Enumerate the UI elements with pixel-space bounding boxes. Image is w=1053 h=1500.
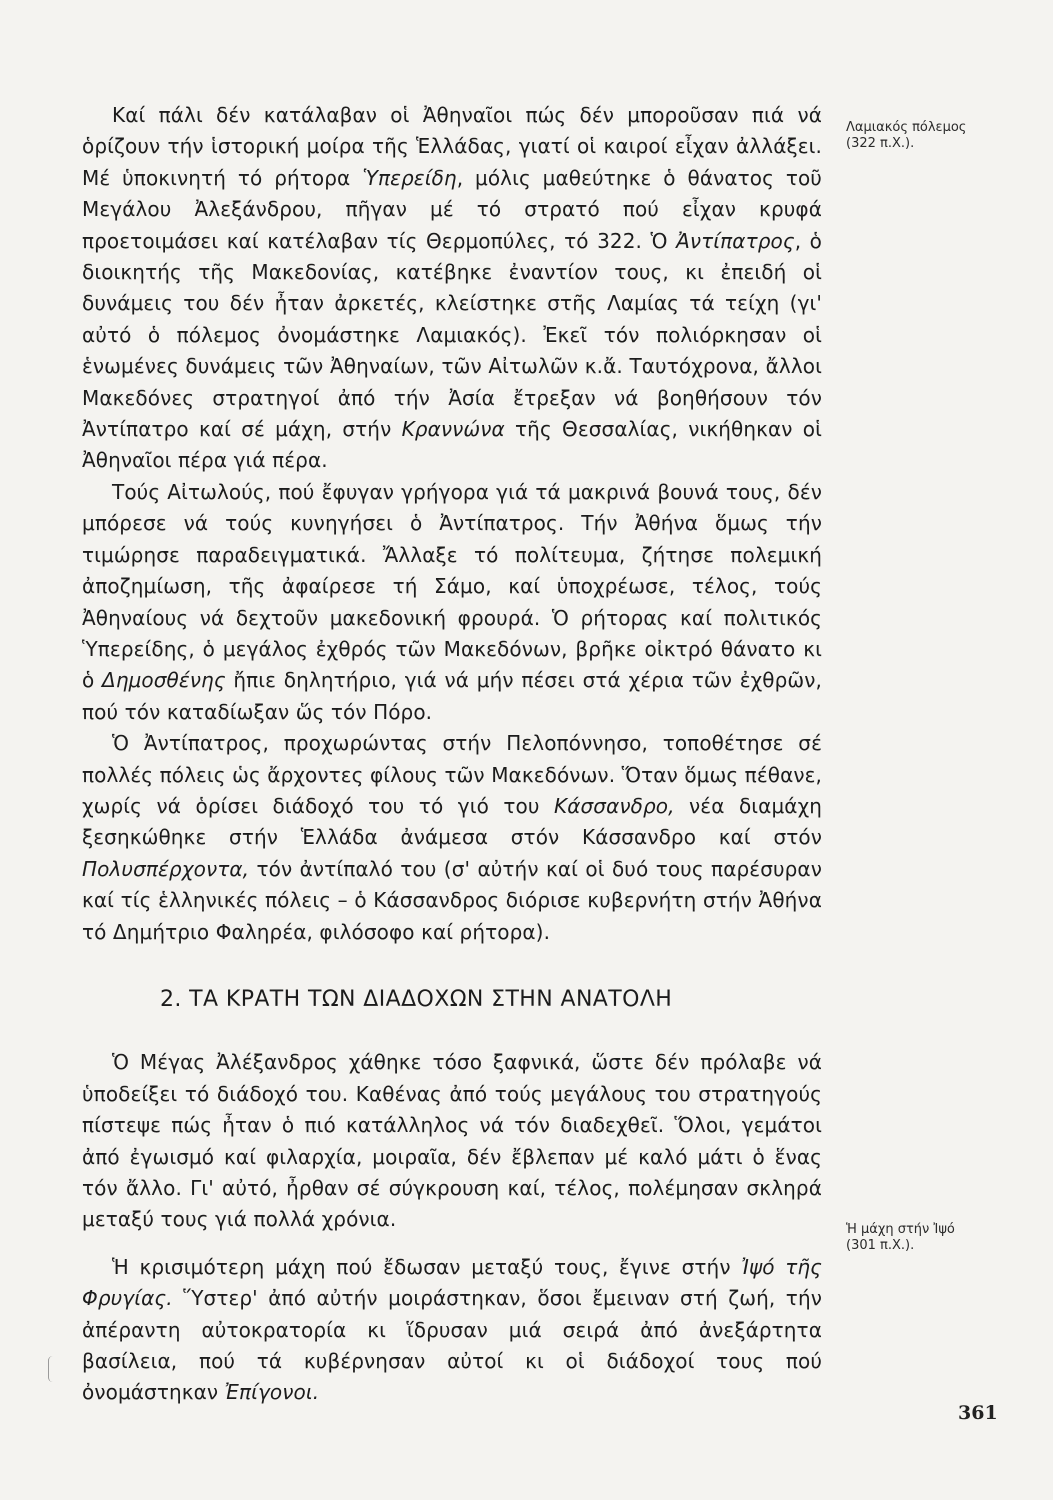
paragraph-battle-of-ipsus	[82, 1252, 822, 1409]
main-text	[82, 100, 822, 1409]
italic-name: Πολυσπέρχοντα,	[82, 856, 250, 881]
italic-name: Κάσσανδρο,	[554, 793, 675, 818]
paragraph-successors	[82, 1047, 822, 1235]
italic-name: Κραννώνα	[401, 417, 505, 442]
text-run: Ἡ κρισιμότερη μάχη πού ἔδωσαν μεταξύ τους, ἔγινε στήν	[112, 1254, 742, 1279]
page-number: 361	[958, 1402, 998, 1424]
italic-name: Ἰψό τῆς Φρυγίας.	[82, 1254, 822, 1311]
margin-note-line: (301 π.Χ.).	[846, 1238, 915, 1253]
text-run: Καί πάλι δέν κατάλαβαν οἱ Ἀθηναῖοι πώς δέν μποροῦσαν πιά νά ὁρίζουν τήν ἱστορική μοίρα τῆς Ἑλλάδας, γιατί οἱ καιροί εἶχαν ἀλλάξει. Μέ ὑποκινητή τό ρήτορα	[82, 103, 822, 190]
section-heading: 2. ΤΑ ΚΡΑΤΗ ΤΩΝ ΔΙΑΔΟΧΩΝ ΣΤΗΝ ΑΝΑΤΟΛΗ	[160, 986, 673, 1012]
italic-name: Ἐπίγονοι.	[224, 1380, 320, 1405]
text-run: τόν ἀντίπαλό του (σ' αὐτήν καί οἱ δυό τους παρέσυραν καί τίς ἑλληνικές πόλεις – ὁ Κάσσανδρος διόρισε κυβερνήτη στήν Ἀθήνα τό Δημήτριο Φαληρέα, φιλόσοφο καί ρήτορα).	[82, 856, 822, 944]
text-run: Ὕστερ' ἀπό αὐτήν μοιράστηκαν, ὅσοι ἔμειναν στή ζωή, τήν ἀπέραντη αὐτοκρατορία κι ἵδρυσαν μιά σειρά ἀπό ἀνεξάρτητα βασίλεια, πού τά κυβέρνησαν αὐτοί κι οἱ διάδοχοί τους πού ὀνομάστηκαν	[82, 1286, 822, 1405]
margin-note-lamian-war	[846, 120, 1026, 152]
text-run: , μόλις μαθεύτηκε ὁ θάνατος τοῦ Μεγάλου Ἀλεξάνδρου, πῆγαν μέ τό στρατό πού εἶχαν κρυφά προετοιμάσει καί κατέλαβαν τίς Θερμοπύλες, τό 322. Ὁ	[82, 165, 822, 253]
text-run: ἤπιε δηλητήριο, γιά νά μήν πέσει στά χέρια τῶν ἐχθρῶν, πού τόν καταδίωξαν ὥς τόν Πόρο.	[82, 668, 822, 724]
italic-name: Ἀντίπατρος	[676, 228, 795, 253]
italic-name: Δημοσθένης	[102, 668, 226, 693]
italic-name: Ὑπερείδη	[362, 165, 457, 190]
margin-note-line: (322 π.Χ.).	[846, 136, 915, 151]
text-run: Ὁ Ἀντίπατρος, προχωρώντας στήν Πελοπόννησο, τοποθέτησε σέ πολλές πόλεις ὡς ἄρχοντες φίλους τῶν Μακεδόνων. Ὅταν ὅμως πέθανε, χωρίς νά ὁρίσει διάδοχό του τό γιό του	[82, 731, 822, 818]
text-run: νέα διαμάχη ξεσηκώθηκε στήν Ἑλλάδα ἀνάμεσα στόν Κάσσανδρο καί στόν	[82, 793, 822, 850]
margin-note-line: Λαμιακός πόλεμος	[846, 120, 967, 135]
margin-note-line: Ἡ μάχη στήν Ἰψό	[846, 1222, 955, 1237]
paragraph-antipater-death	[82, 728, 822, 948]
text-run: τῆς Θεσσαλίας, νικήθηκαν οἱ Ἀθηναῖοι πέρα γιά πέρα.	[82, 417, 822, 473]
paragraph-punishment-of-athens	[82, 477, 822, 728]
text-run: Τούς Αἰτωλούς, πού ἔφυγαν γρήγορα γιά τά μακρινά βουνά τους, δέν μπόρεσε νά τούς κυνηγήσει ὁ Ἀντίπατρος. Τήν Ἀθήνα ὅμως τήν τιμώρησε παραδειγματικά. Ἄλλαξε τό πολίτευμα, ζήτησε πολεμική ἀποζημίωση, τῆς ἀφαίρεσε τή Σάμο, καί ὑποχρέωσε, τέλος, τούς Ἀθηναίους νά δεχτοῦν μακεδονική φρουρά. Ὁ ρήτορας καί πολιτικός Ὑπερείδης, ὁ μεγάλος ἐχθρός τῶν Μακεδόνων, βρῆκε οἰκτρό θάνατο κι ὁ	[82, 479, 822, 693]
paper-mark	[48, 1356, 57, 1382]
text-run: Ὁ Μέγας Ἀλέξανδρος χάθηκε τόσο ξαφνικά, ὥστε δέν πρόλαβε νά ὑποδείξει τό διάδοχό του. Καθένας ἀπό τούς μεγάλους του στρατηγούς πίστεψε πώς ἦταν ὁ πιό κατάλληλος νά τόν διαδεχθεῖ. Ὅλοι, γεμάτοι ἀπό ἐγωισμό καί φιλαρχία, μοιραῖα, δέν ἔβλεπαν μέ καλό μάτι ὁ ἕνας τόν ἄλλο. Γι' αὐτό, ἦρθαν σέ σύγκρουση καί, τέλος, πολέμησαν σκληρά μεταξύ τους γιά πολλά χρόνια.	[82, 1050, 822, 1232]
margin-note-ipsus	[846, 1222, 1026, 1254]
paragraph-lamian-war	[82, 100, 822, 477]
text-run: , ὁ διοικητής τῆς Μακεδονίας, κατέβηκε ἐναντίον τους, κι ἐπειδή οἱ δυνάμεις του δέν ἦταν ἀρκετές, κλείστηκε στῆς Λαμίας τά τείχη (γι' αὐτό ὁ πόλεμος ὀνομάστηκε Λαμιακός). Ἐκεῖ τόν πολιόρκησαν οἱ ἑνωμένες δυνάμεις τῶν Ἀθηναίων, τῶν Αἰτωλῶν κ.ἄ. Ταυτόχρονα, ἄλλοι Μακεδόνες στρατηγοί ἀπό τήν Ἀσία ἔτρεξαν νά βοηθήσουν τόν Ἀντίπατρο καί σέ μάχη, στήν	[82, 228, 822, 442]
